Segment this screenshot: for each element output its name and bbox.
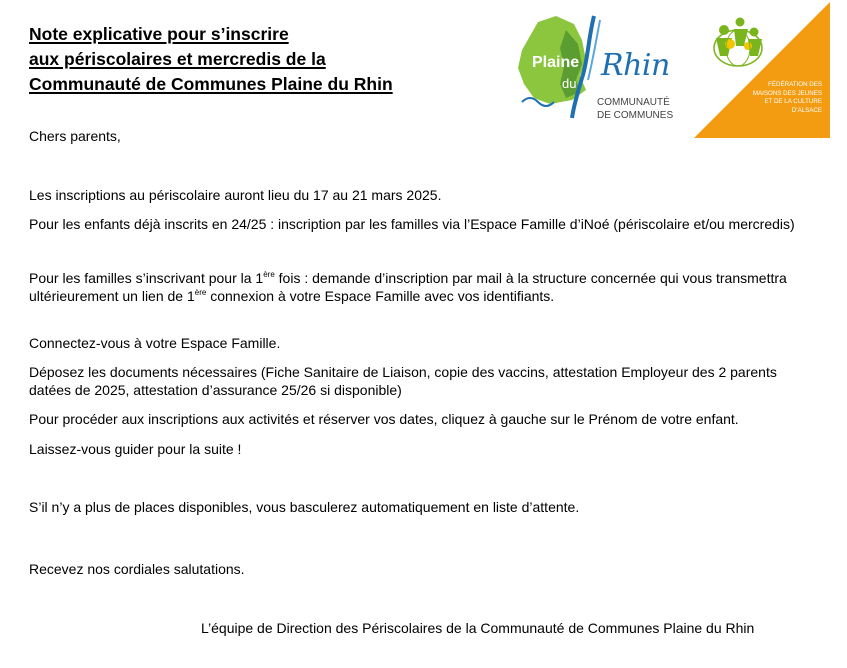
p3-sup-1: ère [263, 270, 275, 279]
paragraph-waiting-list: S’il n’y a plus de places disponibles, vous basculerez automatiquement en liste d’attente. [29, 499, 580, 515]
logo-subtitle-line-1: COMMUNAUTÉ [597, 97, 670, 108]
paragraph-procedure: Pour procéder aux inscriptions aux activités et réserver vos dates, cliquez à gauche sur le Prénom de votre enfant. [29, 411, 739, 427]
paragraph-documents: Déposez les documents nécessaires (Fiche Sanitaire de Liaison, copie des vaccins, attestation Employeur des 2 parents datées de 2025, attestation d’assurance 25/26 si disponible) [29, 364, 777, 398]
p3-text-b: fois : demande d’inscription par mail à la structure concernée qui vous transmettra ultérieurement un lien de 1 [29, 270, 787, 304]
paragraph-registration-dates: Les inscriptions au périscolaire auront lieu du 17 au 21 mars 2025. [29, 187, 442, 203]
paragraph-salutations: Recevez nos cordiales salutations. [29, 561, 245, 577]
logo-subtitle-line-2: DE COMMUNES [597, 110, 674, 121]
logo-text-rhin: Rhin [601, 48, 670, 83]
paragraph-connect: Connectez-vous à votre Espace Famille. [29, 335, 281, 351]
federation-logo-text [732, 81, 822, 115]
paragraph-guide: Laissez-vous guider pour la suite ! [29, 441, 242, 457]
paragraph-already-registered: Pour les enfants déjà inscrits en 24/25 : inscription par les familles via l’Espace Famille d’iNoé (périscolaire et/ou mercredis) [29, 216, 795, 232]
greeting: Chers parents, [29, 128, 121, 144]
title-line-2: aux périscolaires et mercredis de la [29, 49, 326, 69]
federation-text-line-3: ET DE LA CULTURE [764, 98, 822, 105]
federation-text-line-2: MAISONS DES JEUNES [752, 89, 822, 97]
federation-text-line-4: D’ALSACE [791, 106, 822, 114]
p3-text-a: Pour les familles s’inscrivant pour la 1 [29, 270, 264, 286]
plaine-du-rhin-logo [516, 14, 688, 132]
logo-text-plaine: Plaine [532, 54, 580, 71]
federation-mjc-alsace-logo [694, 2, 830, 138]
title-line-1: Note explicative pour s’inscrire [29, 24, 289, 44]
title-line-3: Communauté de Communes Plaine du Rhin [29, 74, 393, 94]
p3-text-c: connexion à votre Espace Famille avec vos identifiants. [206, 287, 555, 304]
paragraph-first-registration [29, 270, 819, 305]
p3-sup-2: ère [194, 287, 207, 297]
federation-logo-graphic [694, 2, 830, 138]
federation-text-line-1: FÉDÉRATION DES [768, 81, 822, 88]
signature: L’équipe de Direction des Périscolaires de la Communauté de Communes Plaine du Rhin [201, 620, 755, 636]
logo-text-du: du [562, 76, 577, 91]
document-title [29, 22, 499, 97]
